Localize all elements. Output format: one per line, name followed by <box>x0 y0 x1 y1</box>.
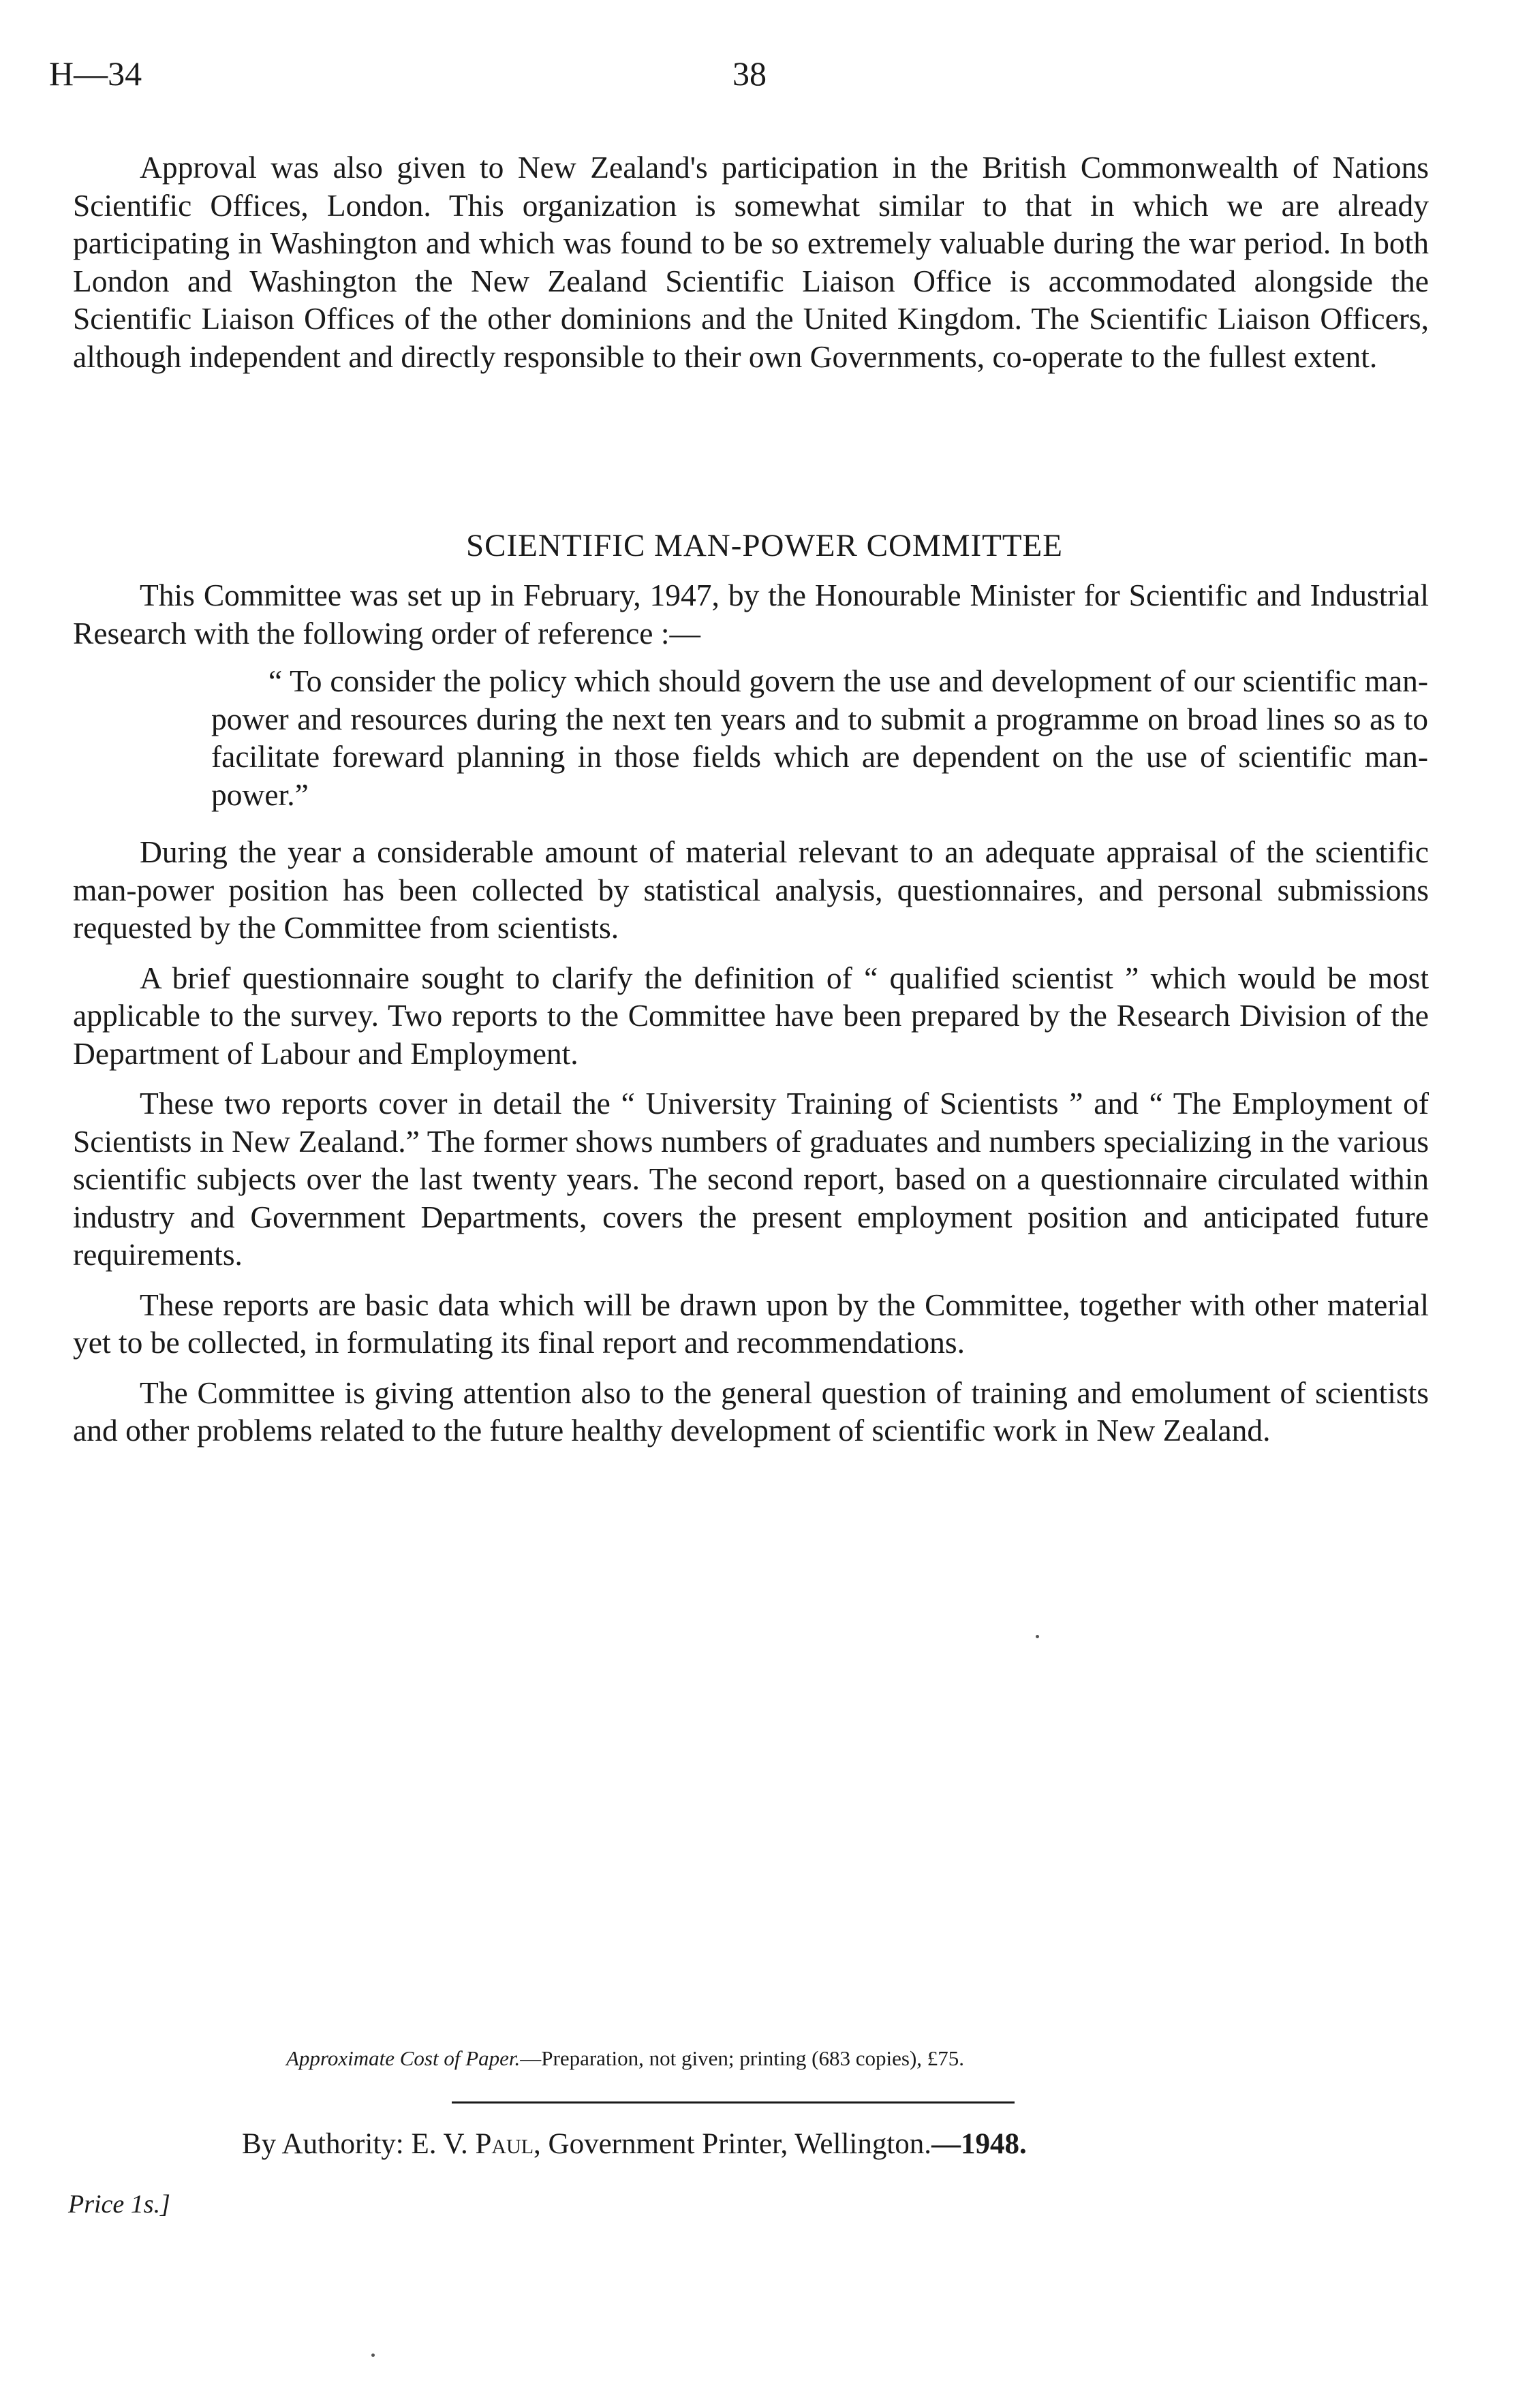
page-number: 38 <box>732 54 767 93</box>
cost-note <box>286 2045 964 2072</box>
cost-label: Approximate Cost of Paper. <box>286 2046 521 2070</box>
authority-prefix: By Authority: <box>242 2128 404 2160</box>
printer-name: E. V. Paul, <box>411 2128 541 2160</box>
publication-year: —1948. <box>931 2128 1027 2160</box>
section-heading: SCIENTIFIC MAN-POWER COMMITTEE <box>466 528 1063 563</box>
committee-body <box>73 833 1429 1450</box>
body-paragraph: These two reports cover in detail the “ University Training of Scientists ” and “ The Employment of Scientists in New Zealand.” The former shows numbers of graduates and numbers specializing in the various scientific subjects over the last twenty years. The second report, based on a questionnaire circulated within industry and Government Departments, covers the present employment position and anticipated future requirements. <box>73 1086 1429 1272</box>
intro-block <box>73 148 1429 375</box>
order-of-reference-quote <box>211 662 1428 813</box>
report-code: H—34 <box>49 54 142 93</box>
print-speck <box>371 2354 375 2357</box>
body-paragraph: These reports are basic data which will be drawn upon by the Committee, together with other material yet to be collected, in formulating its final report and recommendations. <box>73 1287 1429 1360</box>
printer-authority <box>242 2127 1027 2162</box>
cost-detail: —Preparation, not given; printing (683 copies), £75. <box>520 2046 965 2070</box>
price-label: Price 1s.] <box>68 2190 170 2219</box>
body-paragraph: The Committee is giving attention also to the general question of training and emolument of scientists and other problems related to the future healthy development of scientific work in New Zealand. <box>73 1375 1429 1448</box>
body-paragraph: During the year a considerable amount of material relevant to an adequate appraisal of the scientific man-power position has been collected by statistical analysis, questionnaires, and personal submissions requested by the Committee from scientists. <box>73 834 1429 945</box>
committee-intro-paragraph: This Committee was set up in February, 1947, by the Honourable Minister for Scientific and Industrial Research with the following order of reference :— <box>73 578 1429 651</box>
committee-intro-block <box>73 576 1429 652</box>
print-speck <box>1036 1635 1039 1638</box>
quote-text: “ To consider the policy which should govern the use and development of our scientific man-power and resources during the next ten years and to submit a programme on broad lines so as to facilitate foreward planning in those fields which are dependent on the use of scientific man-power.” <box>211 663 1428 812</box>
body-paragraph: A brief questionnaire sought to clarify the definition of “ qualified scientist ” which would be most applicable to the survey. Two reports to the Committee have been prepared by the Research Division of the Department of Labour and Employment. <box>73 960 1429 1071</box>
intro-paragraph: Approval was also given to New Zealand's participation in the British Commonwealth of Nations Scientific Offices, London. This organization is somewhat similar to that in which we are already participating in Washington and which was found to be so extremely valuable during the war period. In both London and Washington the New Zealand Scientific Liaison Office is accommodated alongside the Scientific Liaison Offices of the other dominions and the United Kingdom. The Scientific Liaison Officers, although independent and directly responsible to their own Governments, co-operate to the fullest extent. <box>73 150 1429 374</box>
printer-role: Government Printer, Wellington. <box>548 2128 932 2160</box>
footer-rule <box>452 2101 1015 2104</box>
